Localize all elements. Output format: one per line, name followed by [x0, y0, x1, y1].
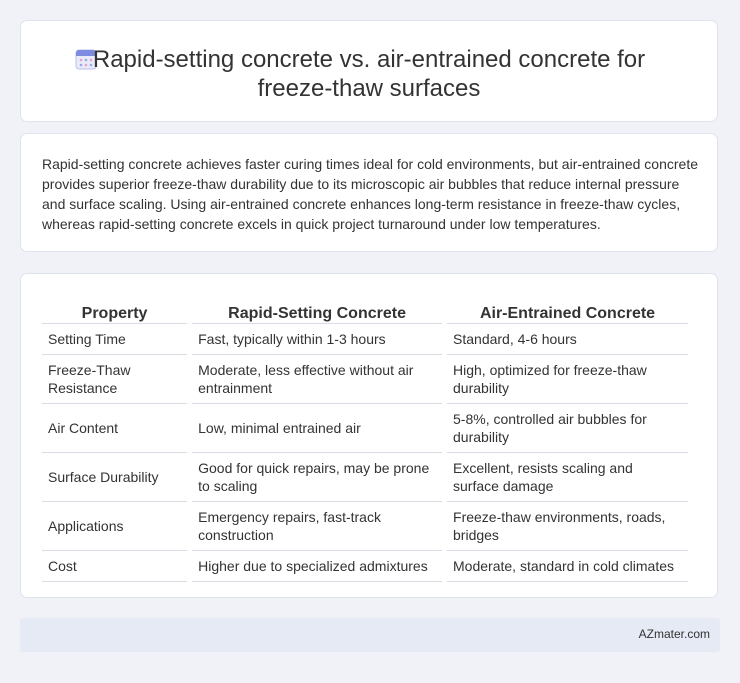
cell-air-entrained: 5-8%, controlled air bubbles for durability	[447, 404, 688, 453]
cell-property: Applications	[42, 502, 187, 551]
cell-air-entrained: High, optimized for freeze-thaw durability	[447, 355, 688, 404]
cell-rapid-setting: Low, minimal entrained air	[192, 404, 442, 453]
cell-rapid-setting: Good for quick repairs, may be prone to scaling	[192, 453, 442, 502]
cell-property: Air Content	[42, 404, 187, 453]
table-row	[42, 324, 688, 355]
comparison-table	[37, 294, 693, 582]
cell-property: Freeze-Thaw Resistance	[42, 355, 187, 404]
cell-air-entrained: Moderate, standard in cold climates	[447, 551, 688, 582]
table-row	[42, 453, 688, 502]
cell-rapid-setting: Higher due to specialized admixtures	[192, 551, 442, 582]
cell-property: Cost	[42, 551, 187, 582]
title-card	[20, 20, 718, 122]
header-property: Property	[42, 294, 187, 324]
cell-rapid-setting: Fast, typically within 1-3 hours	[192, 324, 442, 355]
table-row	[42, 551, 688, 582]
cell-rapid-setting: Emergency repairs, fast-track construction	[192, 502, 442, 551]
cell-rapid-setting: Moderate, less effective without air entrainment	[192, 355, 442, 404]
header-rapid-setting: Rapid-Setting Concrete	[192, 294, 442, 324]
comparison-table-card	[20, 273, 718, 598]
page-title-line-1: Rapid-setting concrete vs. air-entrained concrete for	[92, 46, 646, 73]
footer-brand: AZmater.com	[638, 627, 710, 641]
cell-air-entrained: Excellent, resists scaling and surface damage	[447, 453, 688, 502]
cell-property: Surface Durability	[42, 453, 187, 502]
page-title-line-2: freeze-thaw surfaces	[257, 75, 481, 102]
cell-air-entrained: Freeze-thaw environments, roads, bridges	[447, 502, 688, 551]
cell-air-entrained: Standard, 4-6 hours	[447, 324, 688, 355]
summary-card	[20, 133, 718, 252]
table-row	[42, 502, 688, 551]
footer	[20, 618, 720, 652]
page-title	[21, 45, 717, 103]
header-air-entrained: Air-Entrained Concrete	[447, 294, 688, 324]
cell-property: Setting Time	[42, 324, 187, 355]
summary-text: Rapid-setting concrete achieves faster curing times ideal for cold environments, but air-entrained concrete provides superior freeze-thaw durability due to its microscopic air bubbles that reduce internal pressure and surface scaling. Using air-entrained concrete enhances long-term resistance in freeze-thaw cycles, whereas rapid-setting concrete excels in quick project turnaround under low temperatures.	[42, 156, 698, 232]
table-header-row	[42, 294, 688, 324]
table-row	[42, 404, 688, 453]
table-row	[42, 355, 688, 404]
